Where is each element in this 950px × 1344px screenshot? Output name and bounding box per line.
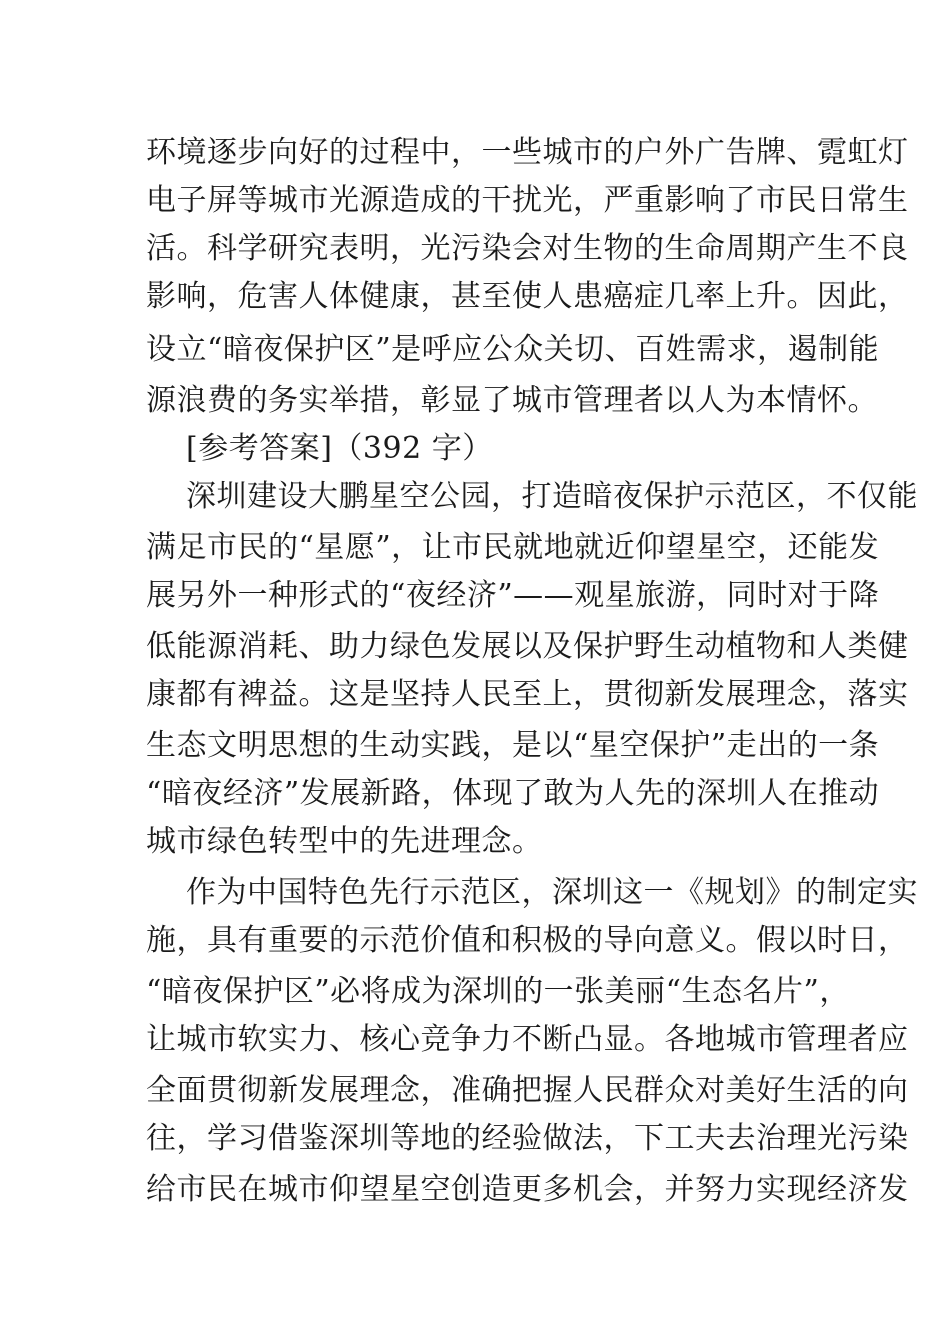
text-line: 影响，危害人体健康，甚至使人患癌症几率上升。因此， — [146, 279, 909, 314]
text-line: 深圳建设大鹏星空公园，打造暗夜保护示范区，不仅能 — [186, 479, 918, 514]
text-line: 康都有裨益。这是坚持人民至上，贯彻新发展理念，落实 — [146, 677, 909, 712]
text-line: 活。科学研究表明，光污染会对生物的生命周期产生不良 — [146, 231, 909, 266]
text-line: 展另外一种形式的“夜经济”——观星旅游，同时对于降 — [146, 578, 880, 613]
text-line: “暗夜保护区”必将成为深圳的一张美丽“生态名片”， — [146, 974, 850, 1009]
text-line: “暗夜经济”发展新路，体现了敢为人先的深圳人在推动 — [146, 776, 880, 811]
text-line: 给市民在城市仰望星空创造更多机会，并努力实现经济发 — [146, 1172, 909, 1207]
text-line: 生态文明思想的生动实践，是以“星空保护”走出的一条 — [146, 728, 880, 763]
text-line: 全面贯彻新发展理念，准确把握人民群众对美好生活的向 — [146, 1073, 909, 1108]
text-line: 电子屏等城市光源造成的干扰光，严重影响了市民日常生 — [146, 183, 909, 218]
text-line: 环境逐步向好的过程中，一些城市的户外广告牌、霓虹灯 — [146, 135, 909, 170]
answer-heading: [参考答案]（392 字） — [186, 431, 493, 466]
text-line: 让城市软实力、核心竞争力不断凸显。各地城市管理者应 — [146, 1022, 909, 1057]
text-line: 设立“暗夜保护区”是呼应公众关切、百姓需求，遏制能 — [146, 332, 880, 367]
text-line: 往，学习借鉴深圳等地的经验做法，下工夫去治理光污染 — [146, 1121, 909, 1156]
text-line: 源浪费的务实举措，彰显了城市管理者以人为本情怀。 — [146, 383, 878, 418]
text-line: 施，具有重要的示范价值和积极的导向意义。假以时日， — [146, 923, 909, 958]
text-line: 城市绿色转型中的先进理念。 — [146, 824, 543, 859]
text-line: 低能源消耗、助力绿色发展以及保护野生动植物和人类健 — [146, 629, 909, 664]
text-line: 作为中国特色先行示范区，深圳这一《规划》的制定实 — [186, 875, 918, 910]
text-line: 满足市民的“星愿”，让市民就地就近仰望星空，还能发 — [146, 530, 880, 565]
